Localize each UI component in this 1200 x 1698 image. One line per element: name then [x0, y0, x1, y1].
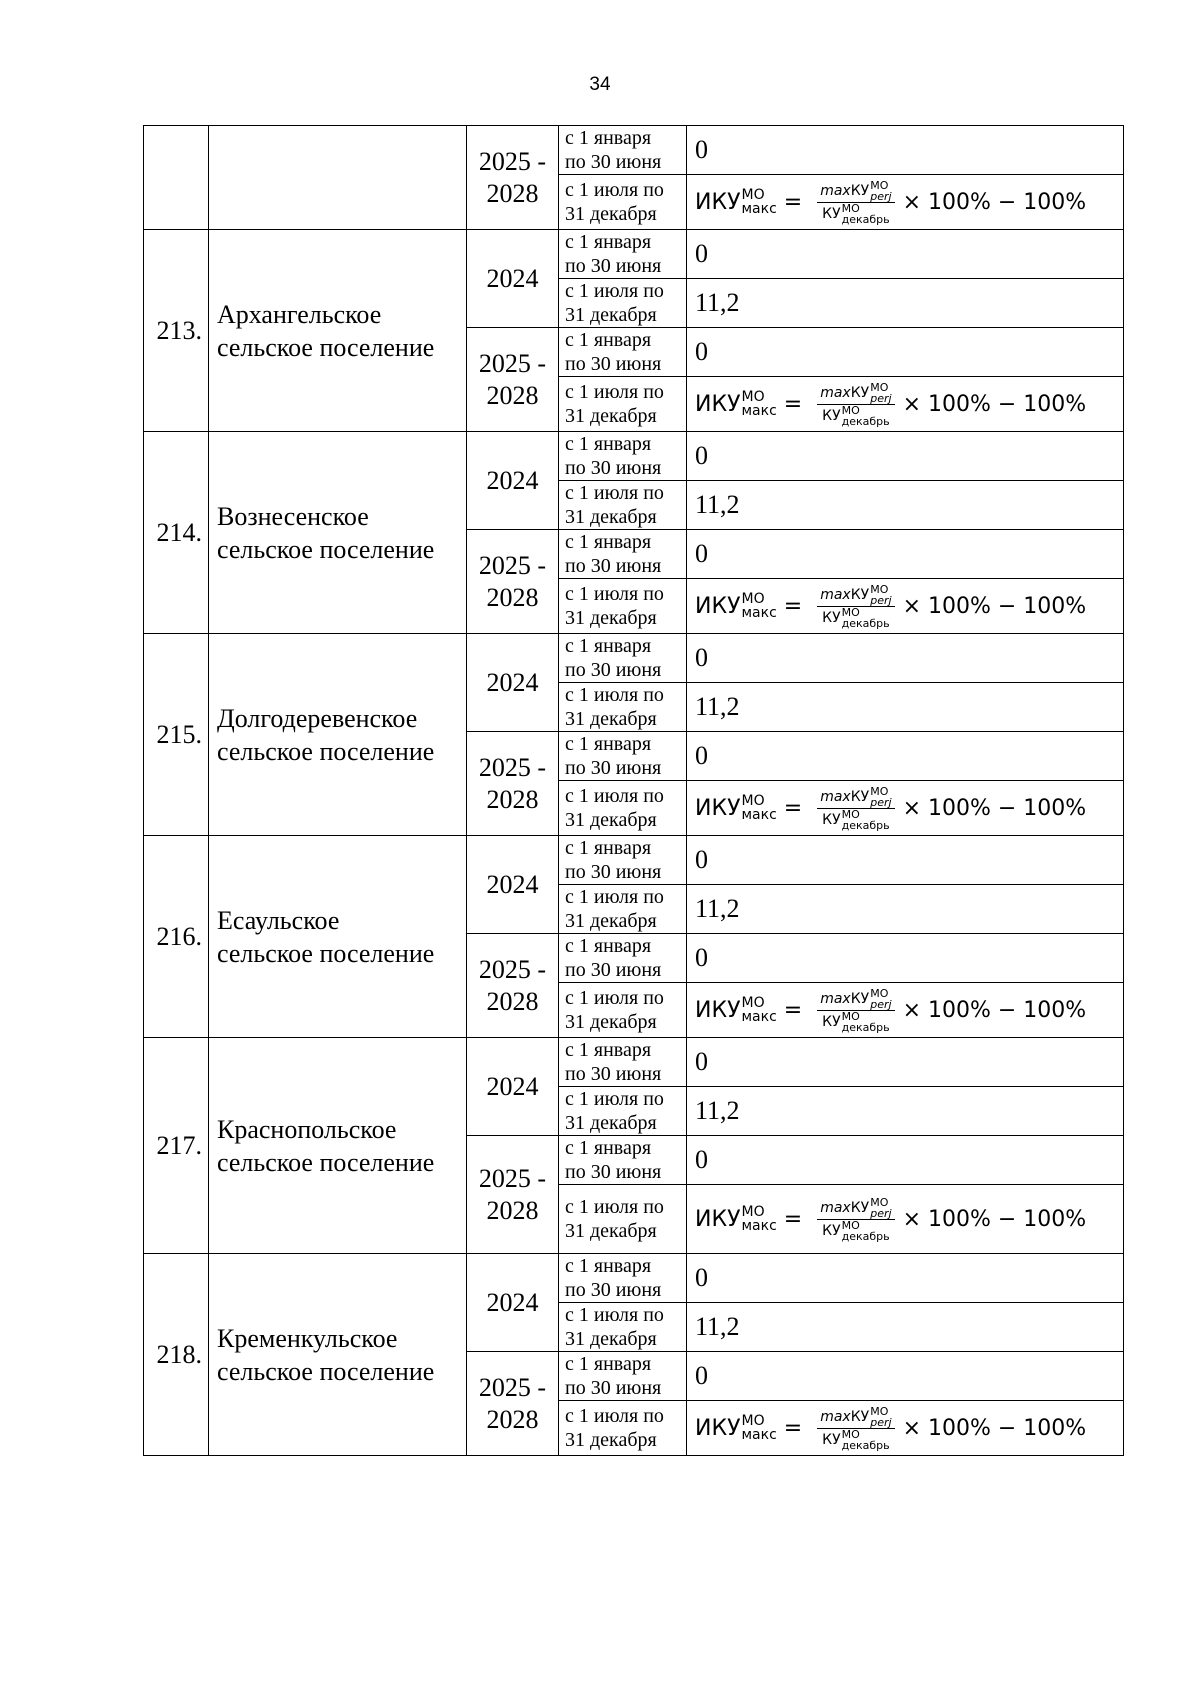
period-second-half: с 1 июля по 31 декабря — [559, 1303, 687, 1352]
iku-formula: ИКУ МО макс = maxКУ МО perj КУ МО декабрь × 100% − 100% — [695, 178, 1087, 226]
value-cell: 0 — [687, 1136, 1124, 1185]
year-2024: 2024 — [467, 634, 559, 732]
period-second-half: с 1 июля по 31 декабря — [559, 175, 687, 230]
formula-cell — [687, 1185, 1124, 1254]
period-second-half: с 1 июля по 31 декабря — [559, 781, 687, 836]
value-cell: 11,2 — [687, 885, 1124, 934]
value-cell: 0 — [687, 732, 1124, 781]
entry-number: 217. — [144, 1038, 209, 1254]
period-second-half: с 1 июля по 31 декабря — [559, 579, 687, 634]
period-second-half: с 1 июля по 31 декабря — [559, 1185, 687, 1254]
empty-name-cell — [209, 126, 467, 230]
table-row — [144, 230, 1124, 279]
iku-formula: ИКУ МО макс = maxКУ МО perj КУ МО декабрь × 100% − 100% — [695, 380, 1087, 428]
year-2024: 2024 — [467, 836, 559, 934]
period-second-half: с 1 июля по 31 декабря — [559, 885, 687, 934]
value-cell: 0 — [687, 230, 1124, 279]
years-2025-2028: 2025 - 2028 — [467, 1352, 559, 1456]
settlement-name: Краснопольское сельское поселение — [209, 1038, 467, 1254]
table-row — [144, 1254, 1124, 1303]
year-2024: 2024 — [467, 1254, 559, 1352]
years-2025-2028: 2025 - 2028 — [467, 1136, 559, 1254]
settlement-name: Есаульское сельское поселение — [209, 836, 467, 1038]
entry-number: 216. — [144, 836, 209, 1038]
formula-fraction: maxКУ МО perj КУ МО декабрь — [817, 1406, 894, 1451]
value-cell: 11,2 — [687, 1303, 1124, 1352]
period-first-half: с 1 января по 30 июня — [559, 126, 687, 175]
formula-cell — [687, 983, 1124, 1038]
value-cell: 0 — [687, 126, 1124, 175]
formula-cell — [687, 1401, 1124, 1456]
period-first-half: с 1 января по 30 июня — [559, 432, 687, 481]
year-2024: 2024 — [467, 230, 559, 328]
years-2025-2028: 2025 - 2028 — [467, 530, 559, 634]
year-2024: 2024 — [467, 432, 559, 530]
period-second-half: с 1 июля по 31 декабря — [559, 481, 687, 530]
value-cell: 0 — [687, 530, 1124, 579]
value-cell: 11,2 — [687, 279, 1124, 328]
period-second-half: с 1 июля по 31 декабря — [559, 683, 687, 732]
value-cell: 11,2 — [687, 481, 1124, 530]
settlement-name: Архангельское сельское поселение — [209, 230, 467, 432]
period-second-half: с 1 июля по 31 декабря — [559, 1087, 687, 1136]
formula-fraction: maxКУ МО perj КУ МО декабрь — [817, 786, 894, 831]
entry-number: 218. — [144, 1254, 209, 1456]
period-first-half: с 1 января по 30 июня — [559, 230, 687, 279]
period-first-half: с 1 января по 30 июня — [559, 1352, 687, 1401]
table-row — [144, 634, 1124, 683]
entry-number: 215. — [144, 634, 209, 836]
table-row — [144, 836, 1124, 885]
period-first-half: с 1 января по 30 июня — [559, 328, 687, 377]
table-row — [144, 432, 1124, 481]
value-cell: 0 — [687, 1254, 1124, 1303]
value-cell: 0 — [687, 634, 1124, 683]
period-first-half: с 1 января по 30 июня — [559, 732, 687, 781]
entry-number: 214. — [144, 432, 209, 634]
period-first-half: с 1 января по 30 июня — [559, 1136, 687, 1185]
empty-num-cell — [144, 126, 209, 230]
years-2025-2028: 2025 - 2028 — [467, 732, 559, 836]
value-cell: 0 — [687, 1352, 1124, 1401]
years-2025-2028: 2025 - 2028 — [467, 934, 559, 1038]
formula-fraction: maxКУ МО perj КУ МО декабрь — [817, 584, 894, 629]
period-first-half: с 1 января по 30 июня — [559, 530, 687, 579]
iku-formula: ИКУ МО макс = maxКУ МО perj КУ МО декабрь × 100% − 100% — [695, 1404, 1087, 1452]
formula-cell — [687, 579, 1124, 634]
settlement-name: Долгодеревенское сельское поселение — [209, 634, 467, 836]
iku-formula: ИКУ МО макс = maxКУ МО perj КУ МО декабрь × 100% − 100% — [695, 784, 1087, 832]
formula-cell — [687, 377, 1124, 432]
period-second-half: с 1 июля по 31 декабря — [559, 983, 687, 1038]
value-cell: 11,2 — [687, 683, 1124, 732]
table-row — [144, 1038, 1124, 1087]
year-2024: 2024 — [467, 1038, 559, 1136]
value-cell: 0 — [687, 934, 1124, 983]
period-second-half: с 1 июля по 31 декабря — [559, 1401, 687, 1456]
period-first-half: с 1 января по 30 июня — [559, 1254, 687, 1303]
value-cell: 0 — [687, 1038, 1124, 1087]
period-first-half: с 1 января по 30 июня — [559, 934, 687, 983]
period-first-half: с 1 января по 30 июня — [559, 836, 687, 885]
formula-cell — [687, 781, 1124, 836]
value-cell: 0 — [687, 432, 1124, 481]
value-cell: 0 — [687, 836, 1124, 885]
formula-cell — [687, 175, 1124, 230]
iku-formula: ИКУ МО макс = maxКУ МО perj КУ МО декабрь × 100% − 100% — [695, 582, 1087, 630]
value-cell: 0 — [687, 328, 1124, 377]
settlement-name: Вознесенское сельское поселение — [209, 432, 467, 634]
settlement-name: Кременкульское сельское поселение — [209, 1254, 467, 1456]
formula-fraction: maxКУ МО perj КУ МО декабрь — [817, 382, 894, 427]
iku-formula: ИКУ МО макс = maxКУ МО perj КУ МО декабрь × 100% − 100% — [695, 986, 1087, 1034]
years-2025-2028: 2025 - 2028 — [467, 328, 559, 432]
table-row — [144, 126, 1124, 175]
period-first-half: с 1 января по 30 июня — [559, 634, 687, 683]
formula-fraction: maxКУ МО perj КУ МО декабрь — [817, 1197, 894, 1242]
value-cell: 11,2 — [687, 1087, 1124, 1136]
formula-fraction: maxКУ МО perj КУ МО декабрь — [817, 180, 894, 225]
period-second-half: с 1 июля по 31 декабря — [559, 377, 687, 432]
entry-number: 213. — [144, 230, 209, 432]
period-second-half: с 1 июля по 31 декабря — [559, 279, 687, 328]
period-first-half: с 1 января по 30 июня — [559, 1038, 687, 1087]
iku-formula: ИКУ МО макс = maxКУ МО perj КУ МО декабрь × 100% − 100% — [695, 1195, 1087, 1243]
years-2025-2028: 2025 - 2028 — [467, 126, 559, 230]
page-number: 34 — [589, 74, 611, 95]
tariff-table — [143, 125, 1124, 1456]
formula-fraction: maxКУ МО perj КУ МО декабрь — [817, 988, 894, 1033]
